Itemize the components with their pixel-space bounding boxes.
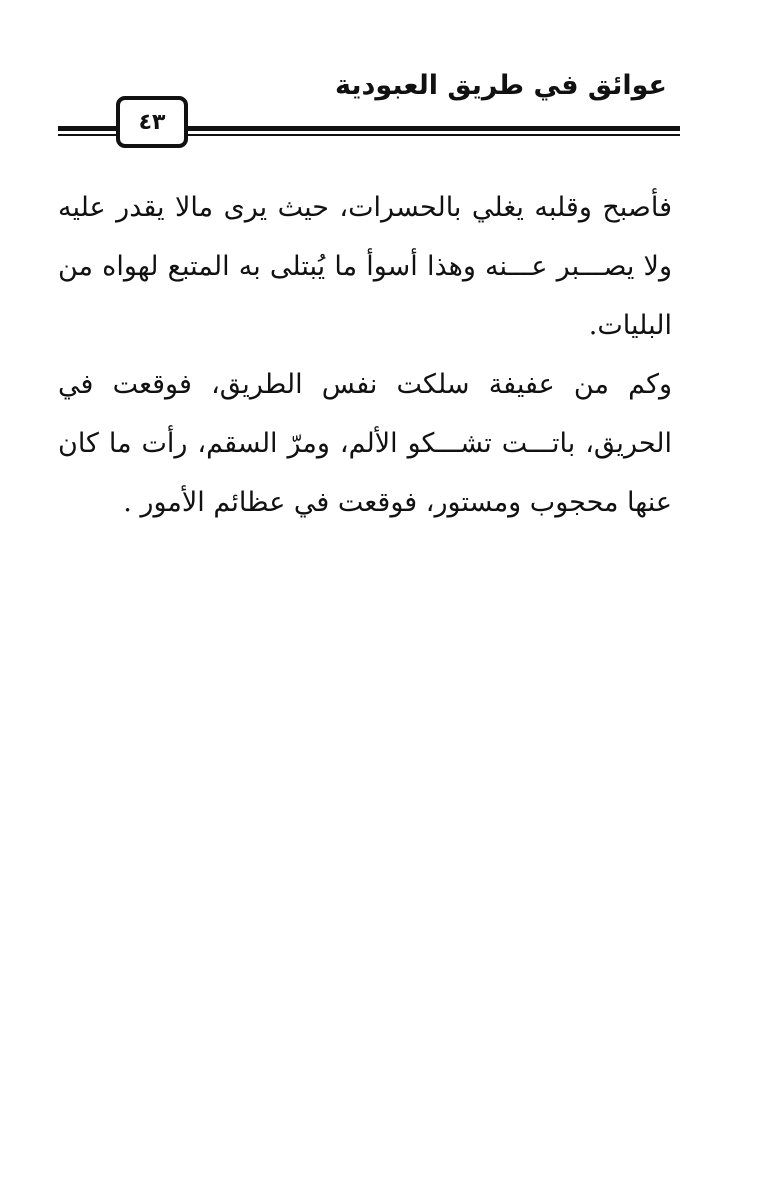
paragraph: فأصبح وقلبه يغلي بالحسرات، حيث يرى مالا يقدر عليه ولا يصـــبر عـــنه وهذا أسوأ ما يُبتلى به المتبع لهواه من البليات. <box>58 192 672 341</box>
paragraph: وكم من عفيفة سلكت نفس الطريق، فوقعت في الحريق، باتـــت تشـــكو الألم، ومرّ السقم، رأت ما كان عنها محجوب ومستور، فوقعت في عظائم الأمور . <box>58 369 672 518</box>
page-number-box <box>116 96 188 148</box>
running-title: عوائق في طريق العبودية <box>335 70 667 101</box>
page-number: ٤٣ <box>138 109 166 135</box>
body-text <box>58 178 672 532</box>
